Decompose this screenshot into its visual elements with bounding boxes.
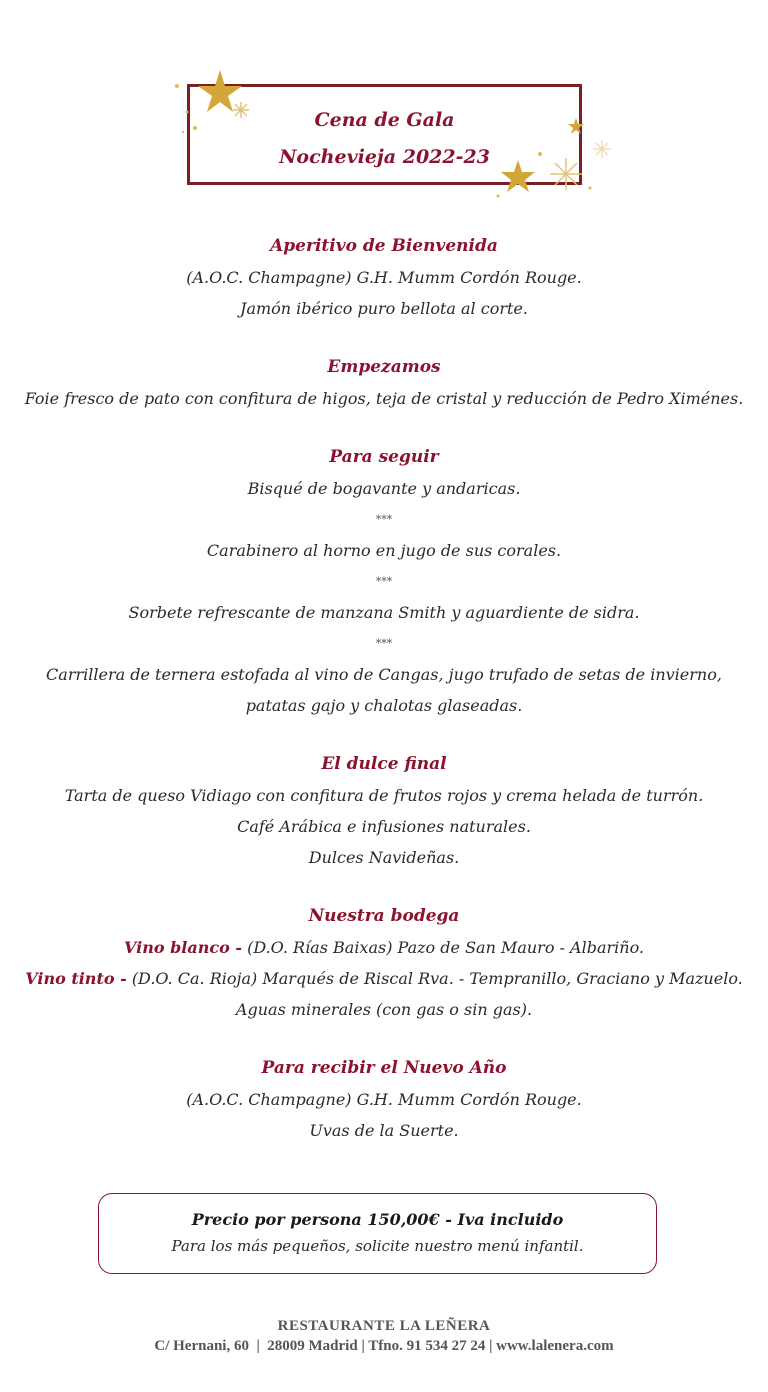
section-heading: Para recibir el Nuevo Año — [261, 1058, 507, 1078]
wine-white — [0, 932, 768, 963]
menu-item: Bisqué de bogavante y andaricas. — [247, 479, 521, 498]
footer — [0, 1316, 768, 1356]
wine-white-text: (D.O. Rías Baixas) Pazo de San Mauro - Albariño. — [247, 938, 644, 957]
menu-subtitle: Nochevieja 2022-23 — [279, 146, 490, 168]
course-separator: *** — [375, 513, 393, 526]
menu-item: Carrillera de ternera estofada al vino de Cangas, jugo trufado de setas de invierno, — [46, 665, 722, 684]
menu-item: Dulces Navideñas. — [308, 848, 460, 867]
gold-stars-decoration-left-icon — [165, 62, 255, 142]
menu-title: Cena de Gala — [314, 109, 455, 131]
gold-stars-decoration-right-icon — [490, 110, 620, 200]
section-heading: El dulce final — [321, 754, 447, 774]
menu-item: Tarta de queso Vidiago con confitura de frutos rojos y crema helada de turrón. — [64, 786, 704, 805]
wine-red-text: (D.O. Ca. Rioja) Marqués de Riscal Rva. - Tempranillo, Graciano y Mazuelo. — [131, 969, 743, 988]
menu-body — [0, 231, 768, 1174]
kids-menu-note: Para los más pequeños, solicite nuestro menú infantil. — [171, 1237, 584, 1255]
menu-item: (A.O.C. Champagne) G.H. Mumm Cordón Rouge. — [186, 1090, 582, 1109]
section-para-seguir — [0, 442, 768, 721]
section-heading: Aperitivo de Bienvenida — [270, 236, 498, 256]
wine-red-label: Vino tinto - — [25, 969, 127, 988]
menu-item: patatas gajo y chalotas glaseadas. — [245, 696, 523, 715]
section-heading: Para seguir — [329, 447, 439, 467]
section-bodega — [0, 901, 768, 1025]
section-dulce-final — [0, 749, 768, 873]
price-box — [98, 1193, 657, 1274]
section-empezamos — [0, 352, 768, 414]
menu-item: (A.O.C. Champagne) G.H. Mumm Cordón Rouge. — [186, 268, 582, 287]
course-separator: *** — [375, 575, 393, 588]
menu-item: Foie fresco de pato con confitura de higos, teja de cristal y reducción de Pedro Ximénes. — [24, 389, 744, 408]
wine-red — [0, 963, 768, 994]
section-aperitivo — [0, 231, 768, 324]
menu-item: Café Arábica e infusiones naturales. — [237, 817, 531, 836]
section-nuevo-ano — [0, 1053, 768, 1146]
menu-item: Aguas minerales (con gas o sin gas). — [235, 1000, 533, 1019]
section-heading: Empezamos — [327, 357, 441, 377]
menu-item: Uvas de la Suerte. — [309, 1121, 459, 1140]
menu-item: Jamón ibérico puro bellota al corte. — [240, 299, 528, 318]
course-separator: *** — [375, 637, 393, 650]
section-heading: Nuestra bodega — [308, 906, 460, 926]
wine-white-label: Vino blanco - — [124, 938, 242, 957]
contact-info: C/ Hernani, 60 | 28009 Madrid | Tfno. 91 534 27 24 | www.lalenera.com — [154, 1338, 614, 1354]
price-text: Precio por persona 150,00€ - Iva incluido — [191, 1210, 564, 1229]
menu-item: Sorbete refrescante de manzana Smith y aguardiente de sidra. — [128, 603, 640, 622]
restaurant-name: RESTAURANTE LA LEÑERA — [277, 1318, 491, 1334]
menu-item: Carabinero al horno en jugo de sus corales. — [206, 541, 562, 560]
